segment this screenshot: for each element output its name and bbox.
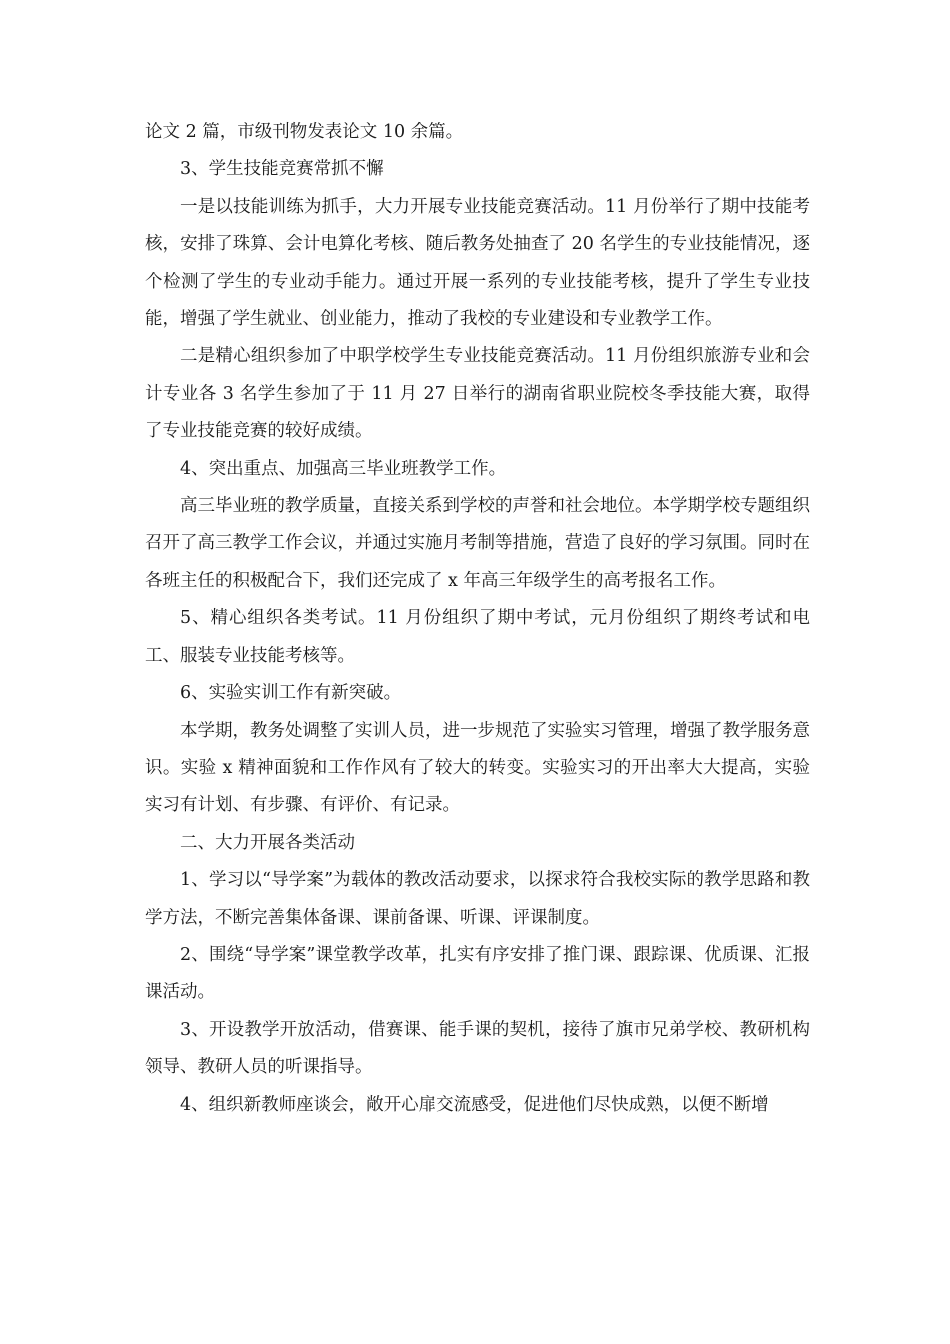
paragraph-exams: 5、精心组织各类考试。11 月份组织了期中考试，元月份组织了期终考试和电工、服装专业技能考核等。 xyxy=(145,608,810,666)
paragraph-competition-participation: 二是精心组织参加了中职学校学生专业技能竞赛活动。11 月份组织旅游专业和会计专业各 3 名学生参加了于 11 月 27 日举行的湖南省职业院校冬季技能大赛，取得了专业技能竞赛的较好成绩。 xyxy=(145,346,810,442)
document-body xyxy=(145,114,810,1124)
paragraph-activity-1: 1、学习以“导学案”为载体的教改活动要求，以探求符合我校实际的教学思路和教学方法，不断完善集体备课、课前备课、听课、评课制度。 xyxy=(145,870,810,928)
paragraph-activity-3: 3、开设教学开放活动，借赛课、能手课的契机，接待了旗市兄弟学校、教研机构领导、教研人员的听课指导。 xyxy=(145,1019,810,1078)
paragraph-lab-training: 本学期，教务处调整了实训人员，进一步规范了实验实习管理，增强了教学服务意识。实验 x 精神面貌和工作作风有了较大的转变。实验实习的开出率大大提高，实验实习有计划、有步骤、有评价、有记录。 xyxy=(145,720,810,816)
heading-activities: 二、大力开展各类活动 xyxy=(180,832,355,853)
heading-senior-class: 4、突出重点、加强高三毕业班教学工作。 xyxy=(180,458,507,479)
paragraph-papers-count: 论文 2 篇，市级刊物发表论文 10 余篇。 xyxy=(145,122,464,142)
heading-skill-competition: 3、学生技能竞赛常抓不懈 xyxy=(180,159,384,180)
paragraph-activity-4: 4、组织新教师座谈会，敞开心扉交流感受，促进他们尽快成熟，以便不断增 xyxy=(180,1094,769,1115)
paragraph-senior-class: 高三毕业班的教学质量，直接关系到学校的声誉和社会地位。本学期学校专题组织召开了高三教学工作会议，并通过实施月考制等措施，营造了良好的学习氛围。同时在各班主任的积极配合下，我们还完成了 x 年高三年级学生的高考报名工作。 xyxy=(145,496,810,591)
paragraph-activity-2: 2、围绕“导学案”课堂教学改革，扎实有序安排了推门课、跟踪课、优质课、汇报课活动。 xyxy=(145,944,810,1003)
paragraph-skill-training: 一是以技能训练为抓手，大力开展专业技能竞赛活动。11 月份举行了期中技能考核，安排了珠算、会计电算化考核、随后教务处抽查了 20 名学生的专业技能情况，逐个检测了学生的专业动手能力。通过开展一系列的专业技能考核，提升了学生专业技能，增强了学生就业、创业能力，推动了我校的专业建设和专业教学工作。 xyxy=(145,196,810,330)
heading-lab-training: 6、实验实训工作有新突破。 xyxy=(180,683,402,704)
